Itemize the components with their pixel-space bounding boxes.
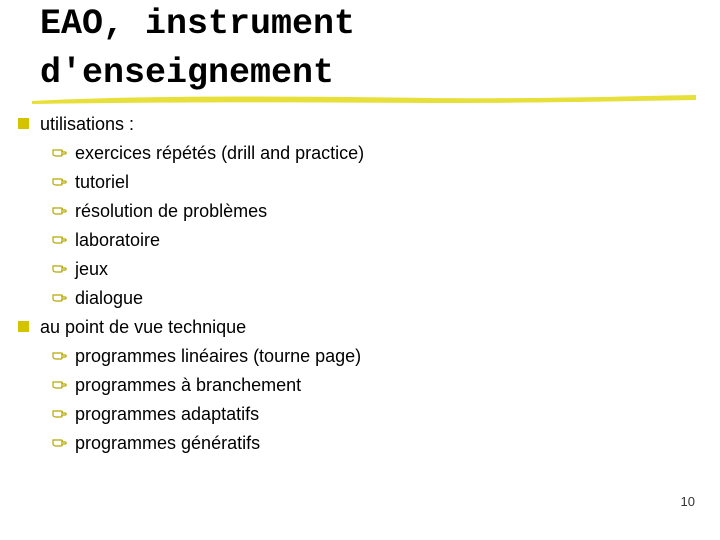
pointing-hand-icon xyxy=(52,292,67,303)
page-number: 10 xyxy=(680,494,695,509)
list-item-label: programmes adaptatifs xyxy=(75,404,260,424)
list-item-label: exercices répétés (drill and practice) xyxy=(75,143,365,163)
list-item-label: au point de vue technique xyxy=(40,317,247,337)
slide-title xyxy=(40,0,355,98)
list-item-label: résolution de problèmes xyxy=(75,201,268,221)
square-bullet-icon xyxy=(18,118,29,129)
list-item-label: laboratoire xyxy=(75,230,161,250)
pointing-hand-icon xyxy=(52,205,67,216)
list-item-label: programmes linéaires (tourne page) xyxy=(75,346,362,366)
list-item xyxy=(18,110,134,138)
pointing-hand-icon xyxy=(52,379,67,390)
list-item xyxy=(52,139,364,167)
list-item xyxy=(52,342,361,370)
pointing-hand-icon xyxy=(52,147,67,158)
list-item xyxy=(52,371,301,399)
list-item-label: dialogue xyxy=(75,288,144,308)
list-item xyxy=(52,255,108,283)
pointing-hand-icon xyxy=(52,350,67,361)
list-item-label: programmes à branchement xyxy=(75,375,302,395)
pointing-hand-icon xyxy=(52,176,67,187)
title-line-2: d'enseignement xyxy=(40,53,335,93)
square-bullet-icon xyxy=(18,321,29,332)
pointing-hand-icon xyxy=(52,234,67,245)
pointing-hand-icon xyxy=(52,437,67,448)
pointing-hand-icon xyxy=(52,408,67,419)
list-item-label: jeux xyxy=(75,259,109,279)
title-line-1: EAO, instrument xyxy=(40,4,356,44)
list-item-label: utilisations : xyxy=(40,114,135,134)
list-item xyxy=(52,429,260,457)
list-item xyxy=(52,226,160,254)
list-item xyxy=(52,284,143,312)
title-underline-brushstroke xyxy=(30,92,698,106)
list-item-label: tutoriel xyxy=(75,172,130,192)
list-item-label: programmes génératifs xyxy=(75,433,261,453)
list-item xyxy=(52,197,267,225)
pointing-hand-icon xyxy=(52,263,67,274)
list-item xyxy=(52,168,129,196)
list-item xyxy=(18,313,246,341)
list-item xyxy=(52,400,259,428)
